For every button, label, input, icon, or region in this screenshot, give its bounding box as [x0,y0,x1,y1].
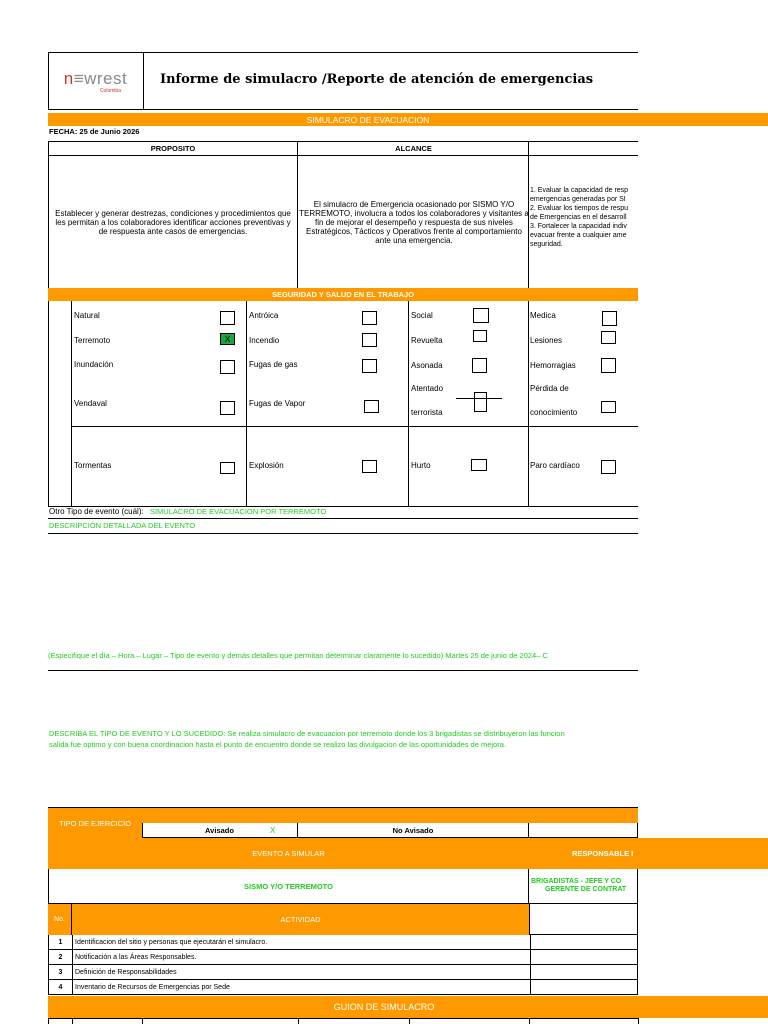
banner-simulacro-text: SIMULACRO DE EVACUACION [306,114,430,125]
checkbox-medica[interactable] [602,311,617,326]
event-fugas-gas: Fugas de gas [249,360,298,369]
page-title: Informe de simulacro /Reporte de atención de emergencias [160,72,594,87]
guion-row-div-4 [409,1018,410,1024]
actividad-no-header [48,904,72,935]
event-vendaval: Vendaval [74,399,107,408]
describa-line-2: salida fue optimo y con buena coordinacion hasta el punto de encuentro donde se realizo las divulgacion de las oportunidades de mejora. [49,740,506,749]
descripcion-label: DESCRIPCIÓN DETALLADA DEL EVENTO [49,521,196,530]
actividad-header [72,904,529,935]
checkbox-inundacion[interactable] [220,360,235,374]
guion-row-div-1 [72,1018,73,1024]
actividad-no: 1 [49,935,73,949]
checkbox-atentado[interactable] [474,392,487,412]
actividad-no: 3 [49,965,73,979]
actividad-divider [530,965,531,979]
especifique-row [48,651,638,671]
table-row [48,965,638,980]
table-row [48,950,638,965]
guion-banner [48,996,768,1018]
events-gutter [48,301,72,507]
event-tormentas: Tormentas [74,461,112,470]
no-avisado-cell [298,823,529,838]
event-asonada: Asonada [411,361,443,370]
especifique-text: (Especifique el día – Hora – Lugar – Tipo de evento y demás detalles que permitan determinar claramente lo sucedido) Martes 25 de junio de 2024– C [48,651,548,660]
checkbox-terremoto-mark: X [224,334,231,344]
event-atentado: Atentado [411,384,444,393]
guion-row-div-3 [298,1018,299,1024]
actividad-text: Notificación a las Áreas Responsables. [75,953,197,961]
tipo-ejercicio-label-text: TIPO DE EJERCICIO [58,818,132,828]
event-perdida: Pérdida de [530,384,569,393]
actividad-divider [530,980,531,994]
alcance-text-value: El simulacro de Emergencia ocasionado por SISMO Y/O TERREMOTO, involucra a todos los colaboradores y visitantes a fin de mejorar el desempeño y respuesta de sus niveles Estratégicos, Tácticos y Operativos frente al comportamiento ante una emergencia. [299,199,529,245]
describa-line-1: DESCRIBA EL TIPO DE EVENTO Y LO SUCEDIDO: Se realiza simulacro de evacuacion por terremoto donde los 3 brigadistas se distribuyeron las funcion [49,729,565,738]
logo-cell [48,52,144,110]
proposito-header [48,141,298,156]
event-fugas-vapor: Fugas de Vapor [249,399,306,408]
fecha: FECHA: 25 de Junio 2026 [49,127,140,136]
event-social: Social [411,311,433,320]
checkbox-antroica[interactable] [362,311,377,325]
event-paro-cardiaco: Paro cardíaco [530,461,580,470]
event-inundacion: Inundación [74,360,114,369]
objetivos-text: 1. Evaluar la capacidad de resp emergencias generadas por SI 2. Evaluar los tiempos de respu de Emergencias en el desarroll 3. Fortalecer la capacidad indiv evacuar frente a cualquier ame seguridad. [530,187,629,248]
banner-simulacro [48,113,768,126]
alcance-text [299,158,529,286]
avisado-mark: X [270,826,276,835]
logo-rest: ≡wrest [73,68,128,88]
responsable-header-text: RESPONSABLE I [572,849,634,858]
actividad-no: 2 [49,950,73,964]
proposito-header-text: PROPOSITO [150,144,196,153]
checkbox-lesiones[interactable] [601,331,616,344]
actividad-divider [530,950,531,964]
checkbox-vendaval[interactable] [220,401,235,415]
proposito-text [50,158,296,286]
event-antroica: Antróica [249,311,279,320]
logo-sub: Colombia [99,87,122,94]
sst-banner-text: SEGURIDAD Y SALUD EN EL TRABAJO [271,290,415,299]
table-row [48,935,638,950]
checkbox-paro-cardiaco[interactable] [601,460,616,474]
tipo-ejercicio-label [48,808,142,838]
guion-row-div-5 [529,1018,530,1024]
alcance-header [298,141,529,156]
event-lesiones: Lesiones [530,336,563,345]
event-incendio: Incendio [249,336,280,345]
evento-simular-header [48,838,529,869]
checkbox-asonada[interactable] [472,358,487,373]
guion-banner-text: GUION DE SIMULACRO [333,1002,435,1012]
guion-row [48,1018,638,1024]
checkbox-natural[interactable] [220,311,235,325]
actividad-no-header-text: No. [54,916,65,923]
event-medica: Medica [530,311,556,320]
tipo-ejercicio-band [142,808,638,823]
responsable-header [529,838,768,869]
checkbox-terremoto[interactable] [220,333,235,345]
event-explosion: Explosión [249,461,284,470]
checkbox-hurto[interactable] [471,459,487,471]
evento-value-text: SISMO Y/O TERREMOTO [244,882,333,891]
actividad-text: Inventario de Recursos de Emergencias por Sede [75,983,230,991]
event-terremoto: Terremoto [74,336,111,345]
sst-banner [48,288,638,301]
checkbox-tormentas[interactable] [220,462,235,474]
checkbox-social[interactable] [473,308,489,323]
event-terrorista: terrorista [411,408,443,417]
guion-row-div-2 [142,1018,143,1024]
alcance-header-text: ALCANCE [395,144,432,153]
event-revuelta: Revuelta [411,336,443,345]
event-hemorragias: Hemorragias [530,361,576,370]
table-row [48,980,638,995]
company-logo [64,69,128,89]
checkbox-perdida[interactable] [601,401,616,413]
event-conocimiento: conocimiento [530,408,578,417]
guion-row-div-6 [638,1018,639,1024]
responsable-value-2: GERENTE DE CONTRAT [545,886,627,893]
checkbox-incendio[interactable] [362,333,377,347]
event-natural: Natural [74,311,100,320]
actividad-text: Definición de Responsabilidades [75,968,177,976]
evento-value [48,869,529,904]
no-avisado-label: No Avisado [392,826,434,835]
actividad-divider [530,935,531,949]
otro-tipo [49,507,326,516]
actividad-side-header [529,904,638,935]
checkbox-explosion[interactable] [362,460,377,473]
event-hurto: Hurto [411,461,431,470]
atentado-divider [456,398,502,399]
logo-n: n [63,68,74,88]
checkbox-revuelta[interactable] [473,330,487,342]
evento-simular-header-text: EVENTO A SIMULAR [252,849,325,858]
otro-tipo-value: SIMULACRO DE EVACUACION POR TERREMOTO [149,507,327,516]
actividad-no: 4 [49,980,73,994]
checkbox-fugas-vapor[interactable] [364,400,379,413]
actividad-text: Identificacion del sitio y personas que ejecutarán el simulacro. [75,938,268,946]
checkbox-fugas-gas[interactable] [362,359,377,373]
proposito-text-value: Establecer y generar destrezas, condiciones y procedimientos que les permitan a los colaboradores identificar acciones preventivas y de respuesta ante casos de emergencias. [55,208,291,236]
otro-tipo-label: Otro Tipo de evento (cuál): [49,507,144,516]
avisado-label: Avisado [205,826,234,835]
checkbox-hemorragias[interactable] [601,358,616,373]
responsable-value-1: BRIGADISTAS - JEFE Y CO [531,878,622,885]
actividad-header-text: ACTIVIDAD [280,915,321,924]
